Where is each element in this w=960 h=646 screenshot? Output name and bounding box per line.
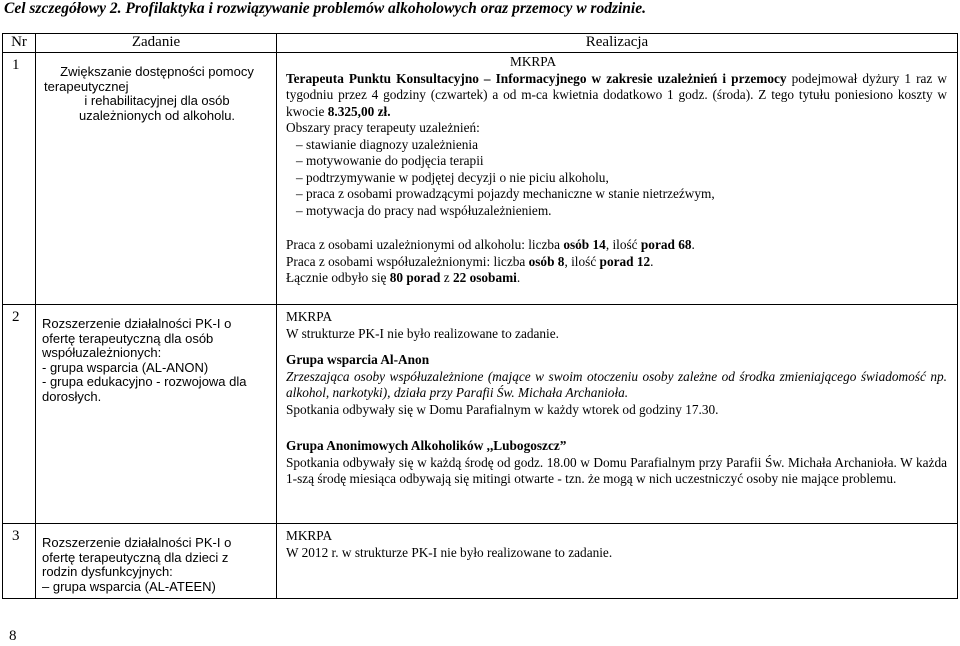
stat-text: , ilość	[564, 253, 600, 269]
group-meetings: Spotkania odbywały się w każdą środę od godz. 18.00 w Domu Parafialnym przy Parafii Św. Michała Archanioła. W każda 1-szą środę miesiąca odbywają się mitingi otwarte - tzn. że mogą w nich uczestniczyć osoby nie mające problemu.	[286, 454, 947, 486]
row-number: 1	[3, 53, 36, 305]
area-item: – praca z osobami prowadzącymi pojazdy mechaniczne w stanie nietrzeźwym,	[296, 186, 715, 201]
stat-text: Praca z osobami współuzależnionymi: liczba	[286, 253, 529, 269]
group-meetings: Spotkania odbywały się w Domu Parafialnym w każdy wtorek od godziny 17.30.	[286, 401, 719, 417]
stat-text: , ilość	[605, 237, 641, 252]
header-realizacja: Realizacja	[277, 34, 958, 53]
realization-cell	[277, 305, 958, 524]
areas-title: Obszary pracy terapeuty uzależnień:	[286, 120, 480, 135]
consultant-title: Terapeuta Punktu Konsultacyjno – Informacyjnego w zakresie uzależnień i przemocy	[286, 70, 787, 86]
row-number: 3	[3, 524, 36, 599]
org-label: MKRPA	[510, 54, 557, 69]
task-cell	[36, 305, 277, 524]
group-title: Grupa wsparcia Al-Anon	[286, 352, 430, 367]
task-line: współuzależnionych:	[42, 345, 162, 361]
group-description: Zrzeszająca osoby współuzależnione (mające w swoim otoczeniu osoby zależne od środka zmieniającego świadomość np. alkohol, narkotyki), działa przy Parafii Św. Michała Archanioła.	[286, 368, 947, 400]
stat-value: 68	[674, 237, 692, 252]
no-task-note: W 2012 r. w strukturze PK-I nie było realizowane to zadanie.	[286, 544, 613, 560]
task-line: – grupa wsparcia (AL-ATEEN)	[42, 578, 216, 594]
stat-label: porad	[599, 253, 634, 269]
stat-value: 22 osobami	[452, 270, 517, 285]
stat-label: porad	[640, 237, 675, 252]
consultant-cost: 8.325,00 zł.	[327, 103, 391, 119]
stat-codependent	[286, 254, 947, 271]
tasks-table	[2, 33, 958, 599]
stat-text: Łącznie odbyło się	[286, 270, 390, 285]
task-line: dorosłych.	[42, 388, 102, 404]
stat-value: 8	[554, 253, 565, 269]
stat-value: 12	[633, 253, 651, 269]
consultant-paragraph	[286, 71, 947, 121]
table-header-row	[3, 34, 958, 53]
area-item: – stawianie diagnozy uzależnienia	[296, 136, 479, 152]
task-line: Rozszerzenie działalności PK-I o	[42, 535, 232, 550]
group-title: Grupa Anonimowych Alkoholików ,,Lubogoszcz”	[286, 438, 567, 453]
area-item: – motywacja do pracy nad współuzależnieniem.	[296, 202, 552, 218]
page-number: 8	[9, 628, 17, 644]
task-line: - grupa wsparcia (AL-ANON)	[42, 359, 209, 375]
task-line: ofertę terapeutyczną dla dzieci z	[42, 549, 229, 565]
table-row	[3, 53, 958, 305]
stat-text: .	[516, 270, 521, 285]
task-line: ofertę terapeutyczną dla osób	[42, 330, 214, 346]
stat-text: z	[440, 270, 453, 285]
stat-text: Praca z osobami uzależnionymi od alkoholu: liczba	[286, 237, 564, 252]
table-row	[3, 305, 958, 524]
task-line: Rozszerzenie działalności PK-I o	[42, 316, 232, 331]
realization-cell	[277, 524, 958, 599]
task-line: rodzin dysfunkcyjnych:	[42, 564, 173, 580]
stat-text: .	[650, 253, 654, 269]
stat-label: osób	[528, 253, 555, 269]
org-label: MKRPA	[286, 309, 333, 324]
header-nr: Nr	[3, 34, 36, 53]
table-row	[3, 524, 958, 599]
org-label: MKRPA	[286, 528, 333, 543]
task-line: Zwiększanie dostępności pomocy	[60, 64, 254, 79]
stat-value: 14	[589, 237, 606, 252]
consultant-text: podejmował dyżury 1 raz w tygodniu przez 4 godziny (czwartek) a od m-ca kwietnia dodatkowo 1 godz. (środa). Z tego tytułu poniesiono koszty w kwocie	[286, 70, 947, 119]
task-line: terapeutycznej	[44, 78, 129, 94]
area-item: – podtrzymywanie w podjętej decyzji o nie piciu alkoholu,	[296, 169, 609, 185]
task-line: i rehabilitacyjnej dla osób	[84, 93, 230, 109]
row-number: 2	[3, 305, 36, 524]
stat-label: osób	[563, 237, 590, 252]
task-cell	[36, 524, 277, 599]
stat-text: .	[691, 237, 695, 252]
realization-cell	[277, 53, 958, 305]
area-item: – motywowanie do podjęcia terapii	[296, 153, 484, 168]
stat-addicted	[286, 237, 947, 254]
task-line: uzależnionych od alkoholu.	[78, 107, 236, 123]
header-zadanie: Zadanie	[36, 34, 277, 53]
task-line: - grupa edukacyjno - rozwojowa dla	[42, 374, 247, 390]
section-heading: Cel szczegółowy 2. Profilaktyka i rozwiązywanie problemów alkoholowych oraz przemocy w rodzinie.	[4, 0, 646, 17]
stat-value: 80 porad	[389, 270, 441, 285]
task-cell	[36, 53, 277, 305]
stat-total	[286, 270, 947, 287]
no-task-note: W strukturze PK-I nie było realizowane to zadanie.	[286, 325, 559, 341]
